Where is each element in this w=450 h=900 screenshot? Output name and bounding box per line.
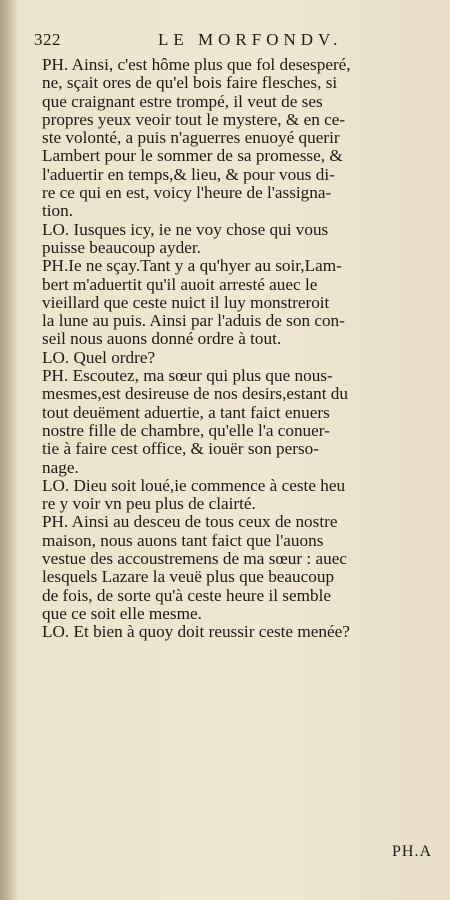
catchword: PH.A: [391, 843, 432, 860]
text-line: vieillard que ceste nuict il luy monstreroit: [42, 293, 330, 312]
text-line: bert m'aduertit qu'il auoit arresté auec le: [42, 275, 318, 294]
running-title: LE MORFONDV.: [158, 30, 343, 49]
dialogue-text: [42, 56, 434, 642]
text-line: ne, sçait ores de qu'el bois faire flesches, si: [42, 74, 338, 93]
text-line: de fois, de sorte qu'à ceste heure il semble: [42, 586, 331, 605]
text-line: PH. Ainsi, c'est hôme plus que fol desesperé,: [42, 56, 351, 74]
text-line: re ce qui en est, voicy l'heure de l'assigna-: [42, 184, 332, 203]
text-line: nage.: [42, 458, 79, 477]
text-line: puisse beaucoup ayder.: [42, 238, 201, 257]
text-line: ste volonté, a puis n'aguerres enuoyé querir: [42, 129, 340, 148]
text-line: PH. Ainsi au desceu de tous ceux de nostre: [42, 513, 338, 532]
text-line: PH. Escoutez, ma sœur qui plus que nous-: [42, 367, 333, 386]
page-header: [34, 30, 392, 56]
text-line: LO. Quel ordre?: [42, 348, 156, 367]
text-line: seil nous auons donné ordre à tout.: [42, 330, 282, 349]
text-line: Lambert pour le sommer de sa promesse, &: [42, 147, 343, 166]
text-line: tie à faire cest office, & iouër son perso-: [42, 440, 319, 459]
page-number: 322: [34, 30, 61, 49]
text-line: l'aduertir en temps,& lieu, & pour vous di-: [42, 165, 335, 184]
text-line: lesquels Lazare la veuë plus que beaucoup: [42, 568, 335, 587]
text-line: LO. Iusques icy, ie ne voy chose qui vous: [42, 220, 329, 239]
text-line: LO. Dieu soit loué,ie commence à ceste heu: [42, 476, 346, 495]
text-line: PH.Ie ne sçay.Tant y a qu'hyer au soir,Lam-: [42, 257, 342, 276]
text-line: que ce soit elle mesme.: [42, 604, 202, 623]
text-line: tout deuëment aduertie, a tant faict enuers: [42, 403, 330, 422]
text-line: re y voir vn peu plus de clairté.: [42, 495, 256, 514]
text-line: nostre fille de chambre, qu'elle l'a conuer-: [42, 421, 330, 440]
text-line: la lune au puis. Ainsi par l'aduis de son con-: [42, 312, 345, 331]
text-line: vestue des accoustremens de ma sœur : auec: [42, 550, 347, 569]
text-line: tion.: [42, 202, 74, 221]
binding-shadow: [0, 0, 18, 900]
text-line: mesmes,est desireuse de nos desirs,estant du: [42, 385, 348, 404]
text-line: propres yeux veoir tout le mystere, & en ce-: [42, 110, 346, 129]
text-line: que craignant estre trompé, il veut de ses: [42, 92, 323, 111]
text-line: LO. Et bien à quoy doit reussir ceste menée?: [42, 623, 350, 642]
text-line: maison, nous auons tant faict que l'auons: [42, 531, 324, 550]
